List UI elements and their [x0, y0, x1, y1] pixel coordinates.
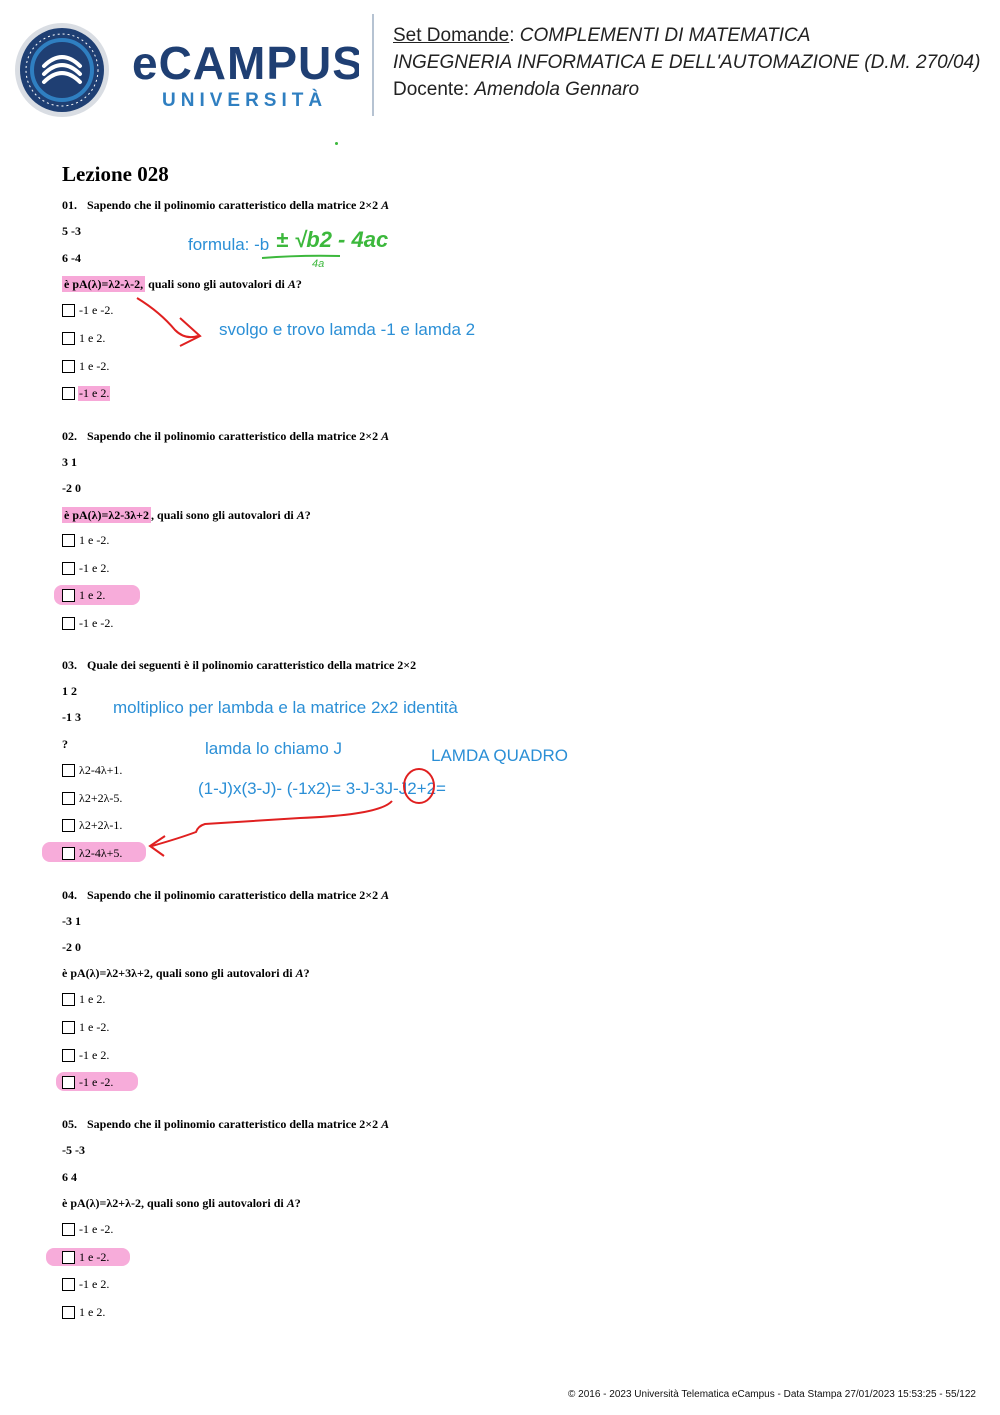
- checkbox[interactable]: [62, 1223, 75, 1236]
- answer-option[interactable]: 1 e -2.: [62, 532, 110, 548]
- checkbox[interactable]: [62, 764, 75, 777]
- matrix-row: 6 4: [62, 1170, 77, 1184]
- answer-option[interactable]: -1 e 2.: [62, 1276, 110, 1292]
- annotation-formula-denominator: 4a: [312, 258, 325, 270]
- page-footer: © 2016 - 2023 Università Telematica eCampus - Data Stampa 27/01/2023 15:53:25 - 55/122: [568, 1389, 976, 1400]
- annotation-moltiplico: moltiplico per lambda e la matrice 2x2 identità: [113, 698, 458, 717]
- answer-option[interactable]: λ2-4λ+1.: [62, 762, 123, 778]
- answer-option-selected[interactable]: -1 e 2.: [62, 385, 110, 401]
- annotation-lamda-quadro: LAMDA QUADRO: [431, 746, 568, 765]
- question-02-poly: è pA(λ)=λ2-3λ+2 , quali sono gli autovalori di A?: [64, 508, 311, 522]
- checkbox[interactable]: [62, 589, 75, 602]
- matrix-row: -2 0: [62, 481, 81, 495]
- checkbox[interactable]: [62, 847, 75, 860]
- checkbox[interactable]: [62, 332, 75, 345]
- set-label: Set Domande: [393, 25, 510, 46]
- checkbox[interactable]: [62, 1021, 75, 1034]
- answer-option[interactable]: λ2+2λ-1.: [62, 817, 123, 833]
- red-arrow-line: [152, 801, 392, 846]
- checkbox[interactable]: [62, 819, 75, 832]
- checkbox[interactable]: [62, 1251, 75, 1264]
- red-arrow-line: [137, 298, 198, 337]
- question-01-poly: è pA(λ)=λ2-λ-2, quali sono gli autovalori di A?: [64, 277, 302, 291]
- checkbox[interactable]: [62, 534, 75, 547]
- checkbox[interactable]: [62, 792, 75, 805]
- svg-text:eCAMPUS: eCAMPUS: [132, 37, 359, 89]
- annotation-formula: formula: -b: [188, 235, 270, 254]
- course-name: INGEGNERIA INFORMATICA E DELL'AUTOMAZIONE (D.M. 270/04): [393, 52, 981, 73]
- annotation-lamda-j: lamda lo chiamo J: [205, 739, 343, 758]
- header-divider: [372, 14, 374, 116]
- answer-option[interactable]: 1 e 2.: [62, 991, 106, 1007]
- matrix-row: -5 -3: [62, 1143, 85, 1157]
- question-02-heading: 02. Sapendo che il polinomio caratteristico della matrice 2×2 A: [62, 429, 390, 443]
- question-mark: ?: [62, 737, 68, 751]
- set-line: Set Domande: COMPLEMENTI DI MATEMATICA: [393, 25, 811, 46]
- teacher-name: Amendola Gennaro: [474, 79, 640, 100]
- teacher-line: [393, 76, 980, 103]
- question-05-poly: è pA(λ)=λ2+λ-2, quali sono gli autovalori di A?: [62, 1196, 301, 1210]
- answer-option-selected[interactable]: 1 e 2.: [62, 587, 106, 603]
- question-01-heading: 01. Sapendo che il polinomio caratteristico della matrice 2×2 A: [62, 198, 390, 212]
- ecampus-logo: [14, 22, 359, 117]
- red-arrow-head-icon: [150, 836, 165, 856]
- set-value: COMPLEMENTI DI MATEMATICA: [519, 25, 811, 46]
- ecampus-emblem-icon: [14, 22, 359, 117]
- annotation-calc: (1-J)x(3-J)- (-1x2)= 3-J-3J-J2+2=: [198, 779, 446, 798]
- lesson-title: Lezione 028: [62, 162, 169, 186]
- checkbox[interactable]: [62, 1049, 75, 1062]
- checkbox[interactable]: [62, 993, 75, 1006]
- annotation-svolgo: svolgo e trovo lamda -1 e lamda 2: [219, 320, 476, 339]
- checkbox[interactable]: [62, 387, 75, 400]
- header-info: [393, 22, 980, 103]
- answer-option[interactable]: -1 e -2.: [62, 615, 114, 631]
- question-05-heading: 05. Sapendo che il polinomio caratteristico della matrice 2×2 A: [62, 1117, 390, 1131]
- matrix-row: 6 -4: [62, 251, 81, 265]
- answer-option[interactable]: -1 e -2.: [62, 1221, 114, 1237]
- matrix-row: -2 0: [62, 940, 81, 954]
- answer-option-selected[interactable]: λ2-4λ+5.: [62, 845, 123, 861]
- matrix-row: -3 1: [62, 914, 81, 928]
- answer-option-selected[interactable]: -1 e -2.: [62, 1074, 114, 1090]
- answer-option[interactable]: -1 e -2.: [62, 302, 114, 318]
- answer-option[interactable]: 1 e -2.: [62, 358, 110, 374]
- checkbox[interactable]: [62, 1306, 75, 1319]
- red-arrow-head-icon: [180, 318, 200, 346]
- annotation-formula-ink: ± √b2 - 4ac: [276, 227, 389, 252]
- matrix-row: 3 1: [62, 455, 77, 469]
- checkbox[interactable]: [62, 617, 75, 630]
- answer-option[interactable]: λ2+2λ-5.: [62, 790, 123, 806]
- green-fraction-line: [262, 256, 340, 258]
- answer-option[interactable]: 1 e 2.: [62, 1304, 106, 1320]
- answer-option[interactable]: 1 e -2.: [62, 1019, 110, 1035]
- checkbox[interactable]: [62, 304, 75, 317]
- answer-option[interactable]: -1 e 2.: [62, 560, 110, 576]
- teacher-label: Docente:: [393, 79, 470, 100]
- matrix-row: 1 2: [62, 684, 77, 698]
- answer-option[interactable]: 1 e 2.: [62, 330, 106, 346]
- matrix-row: -1 3: [62, 710, 81, 724]
- checkbox[interactable]: [62, 360, 75, 373]
- checkbox[interactable]: [62, 1076, 75, 1089]
- answer-option-selected[interactable]: 1 e -2.: [62, 1249, 110, 1265]
- matrix-row: 5 -3: [62, 224, 81, 238]
- svg-text:UNIVERSITÀ: UNIVERSITÀ: [162, 90, 328, 111]
- answer-option[interactable]: -1 e 2.: [62, 1047, 110, 1063]
- checkbox[interactable]: [62, 562, 75, 575]
- question-04-heading: 04. Sapendo che il polinomio caratteristico della matrice 2×2 A: [62, 888, 390, 902]
- checkbox[interactable]: [62, 1278, 75, 1291]
- question-03-heading: 03. Quale dei seguenti è il polinomio caratteristico della matrice 2×2: [62, 658, 417, 672]
- green-ink-dot: [335, 142, 338, 145]
- question-04-poly: è pA(λ)=λ2+3λ+2, quali sono gli autovalori di A?: [62, 966, 310, 980]
